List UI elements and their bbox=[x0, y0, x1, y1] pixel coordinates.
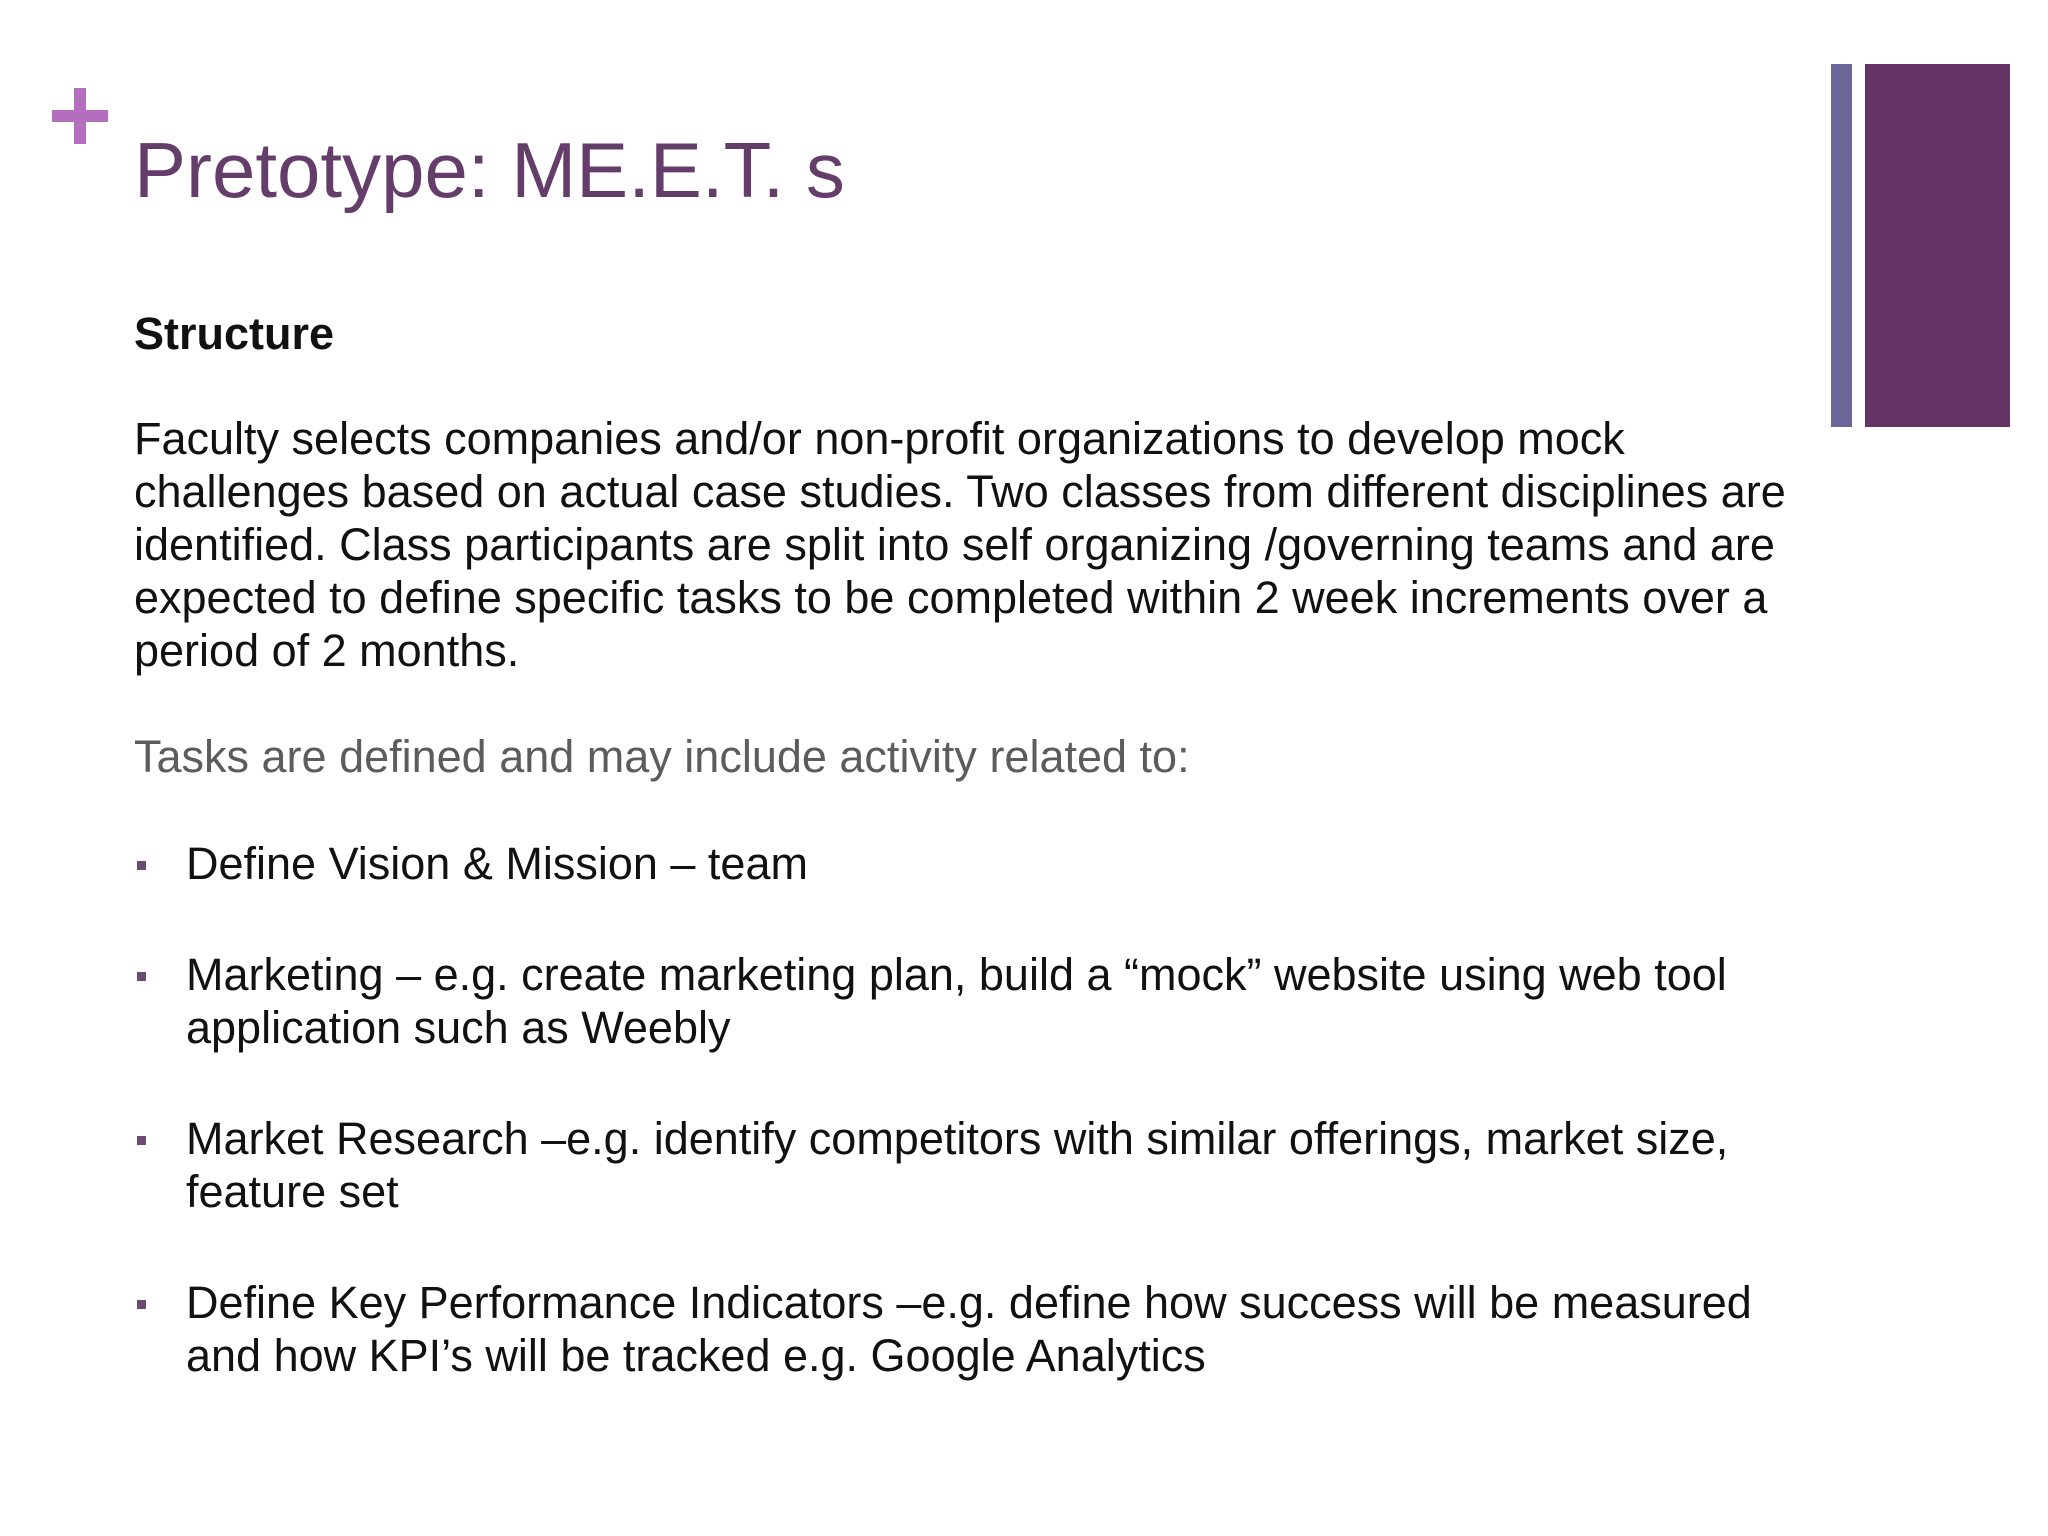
square-bullet-icon bbox=[137, 861, 146, 870]
accent-bar-thick bbox=[1865, 64, 2010, 427]
list-item-text: Define Vision & Mission – team bbox=[186, 838, 808, 889]
list-item bbox=[134, 1112, 1814, 1218]
structure-paragraph: Faculty selects companies and/or non-profit organizations to develop mock challenges based on actual case studies. Two classes from different disciplines are identified. Class participants are split into self organizing /governing teams and are expected to define specific tasks to be completed within 2 week increments over a period of 2 months. bbox=[134, 413, 1786, 676]
plus-icon bbox=[52, 88, 108, 144]
list-item bbox=[134, 1276, 1814, 1382]
list-item-text: Define Key Performance Indicators –e.g. define how success will be measured and how KPI’s will be tracked e.g. Google Analytics bbox=[186, 1277, 1752, 1381]
accent-bar-thin bbox=[1831, 64, 1852, 427]
slide-content bbox=[134, 306, 1814, 1382]
square-bullet-icon bbox=[137, 1300, 146, 1309]
square-bullet-icon bbox=[137, 1136, 146, 1145]
task-list bbox=[134, 837, 1814, 1382]
square-bullet-icon bbox=[137, 972, 146, 981]
list-item bbox=[134, 948, 1814, 1054]
section-heading: Structure bbox=[134, 308, 335, 359]
list-item-text: Marketing – e.g. create marketing plan, build a “mock” website using web tool application such as Weebly bbox=[186, 949, 1727, 1053]
list-item-text: Market Research –e.g. identify competitors with similar offerings, market size, feature set bbox=[186, 1113, 1729, 1217]
tasks-intro: Tasks are defined and may include activity related to: bbox=[134, 731, 1190, 782]
slide-title: Pretotype: ME.E.T. s bbox=[134, 126, 845, 214]
list-item bbox=[134, 837, 1814, 890]
